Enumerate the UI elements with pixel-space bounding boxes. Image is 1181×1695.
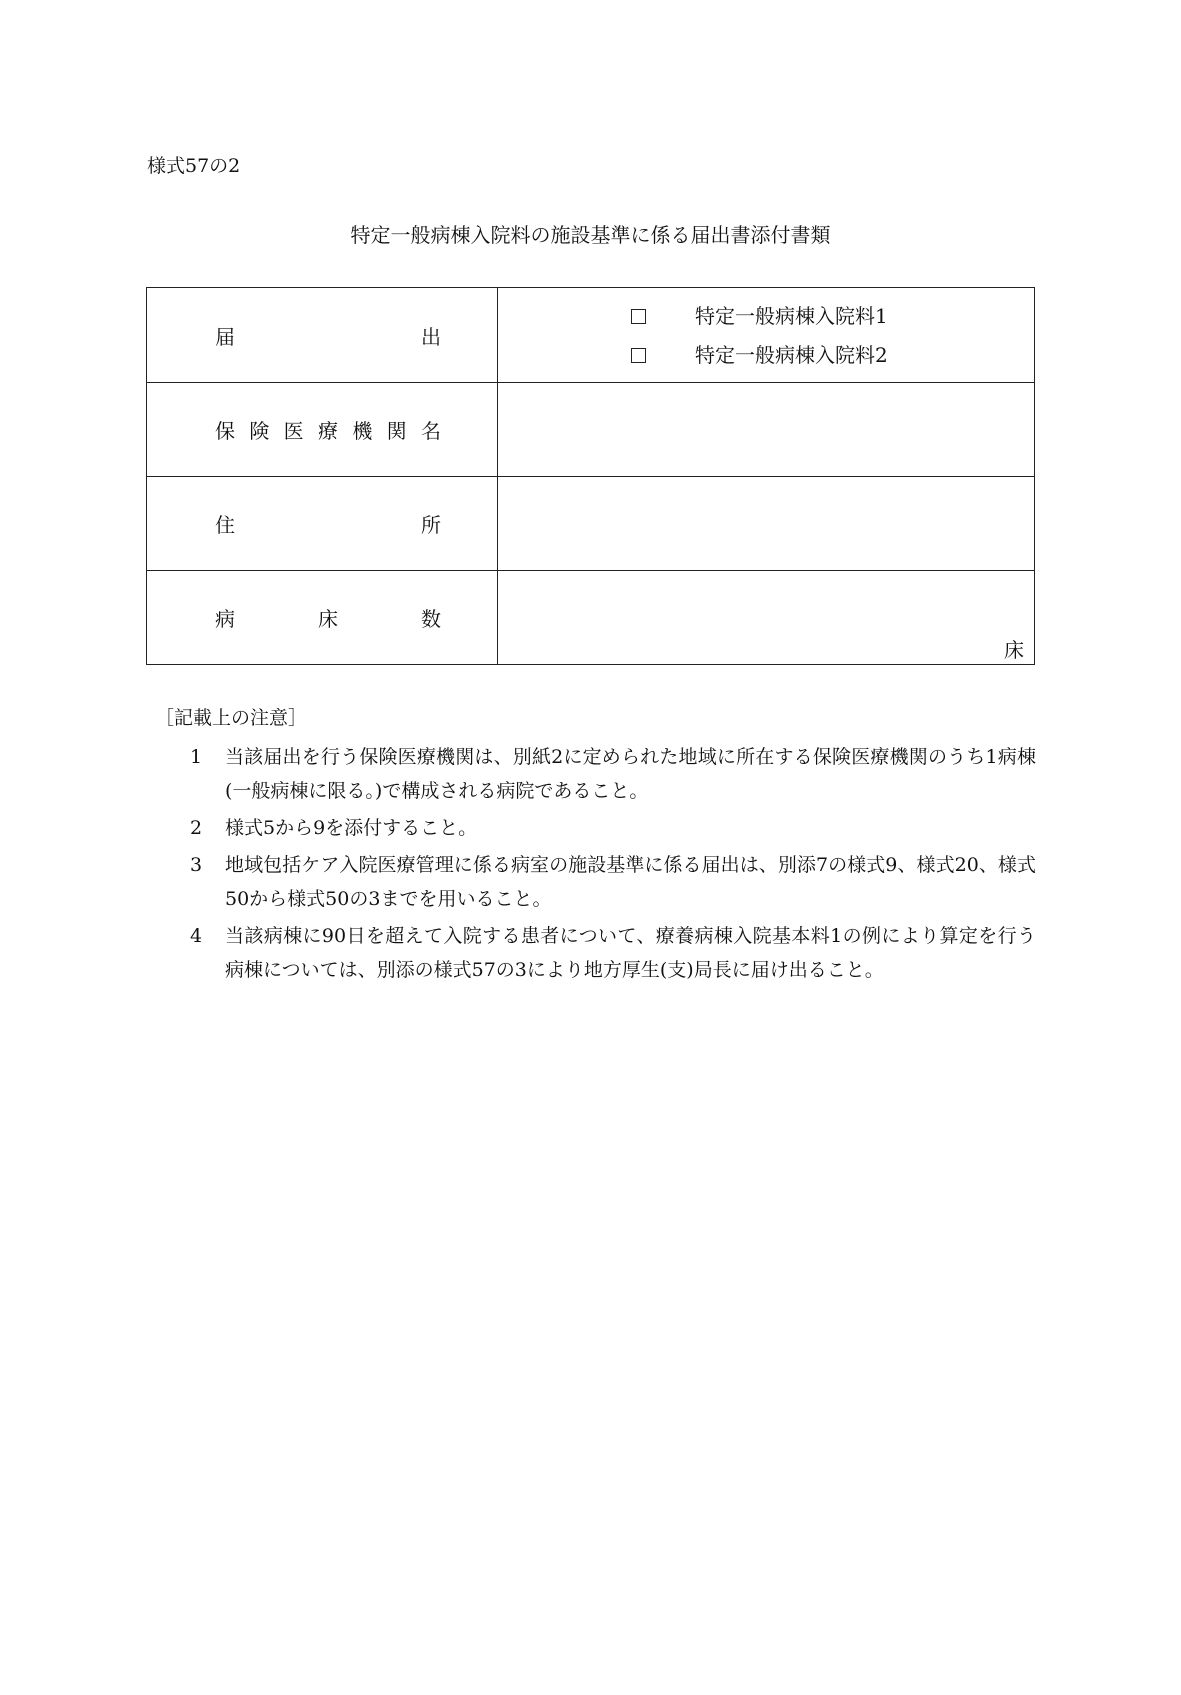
label-char: 療 (317, 419, 338, 443)
column-divider (497, 288, 498, 382)
form-number: 様式57の2 (147, 155, 241, 177)
label-char: 所 (421, 513, 441, 537)
column-divider (497, 477, 498, 570)
note-item (190, 740, 1036, 808)
option-type-2[interactable] (631, 343, 888, 367)
note-text: 当該届出を行う保険医療機関は、別紙2に定められた地域に所在する保険医療機関のうち1病棟(一般病棟に限る。)で構成される病院であること。 (225, 746, 1036, 802)
note-number: 2 (190, 817, 203, 839)
label-char: 届 (215, 324, 235, 349)
label-char: 出 (421, 324, 441, 349)
label-char: 関 (386, 419, 407, 443)
column-divider (497, 571, 498, 664)
table-row-institution-name (147, 382, 1034, 476)
note-text: 地域包括ケア入院医療管理に係る病室の施設基準に係る届出は、別添7の様式9、様式20、様式50から様式50の3までを用いること。 (225, 854, 1036, 910)
label-char: 険 (249, 419, 270, 443)
option-label-type-1: 特定一般病棟入院料1 (695, 304, 888, 328)
option-type-1[interactable] (631, 304, 888, 328)
label-char: 機 (352, 419, 373, 443)
note-item (190, 848, 1036, 916)
note-text: 当該病棟に90日を超えて入院する患者について、療養病棟入院基本料1の例により算定を行う病棟については、別添の様式57の3により地方厚生(支)局長に届け出ること。 (225, 925, 1036, 981)
notes-heading: ［記載上の注意］ (155, 707, 308, 729)
label-char: 数 (421, 607, 441, 631)
option-label-type-2: 特定一般病棟入院料2 (695, 343, 888, 367)
note-item (190, 811, 1036, 845)
note-item (190, 919, 1036, 987)
notes-list (190, 740, 1036, 990)
note-number: 1 (190, 746, 203, 768)
label-char: 医 (283, 419, 304, 443)
label-institution-name (215, 383, 441, 476)
document-title: 特定一般病棟入院料の施設基準に係る届出書添付書類 (350, 223, 831, 247)
table-row-address (147, 476, 1034, 570)
label-address (215, 477, 441, 570)
note-number: 4 (190, 925, 203, 947)
label-char: 床 (318, 607, 338, 631)
label-char: 病 (215, 607, 235, 631)
table-row-bed-count (147, 570, 1034, 664)
label-char: 住 (215, 513, 235, 537)
note-text: 様式5から9を添付すること。 (225, 817, 478, 839)
label-char: 名 (420, 419, 441, 443)
label-char: 保 (215, 419, 235, 443)
column-divider (497, 383, 498, 476)
table-row-notification (147, 288, 1034, 382)
form-table (146, 287, 1035, 665)
checkbox-type-1[interactable] (631, 309, 646, 324)
label-notification (215, 288, 441, 382)
checkbox-type-2[interactable] (631, 348, 646, 363)
label-bed-count (215, 571, 441, 664)
bed-unit: 床 (1004, 638, 1024, 662)
note-number: 3 (190, 854, 203, 876)
